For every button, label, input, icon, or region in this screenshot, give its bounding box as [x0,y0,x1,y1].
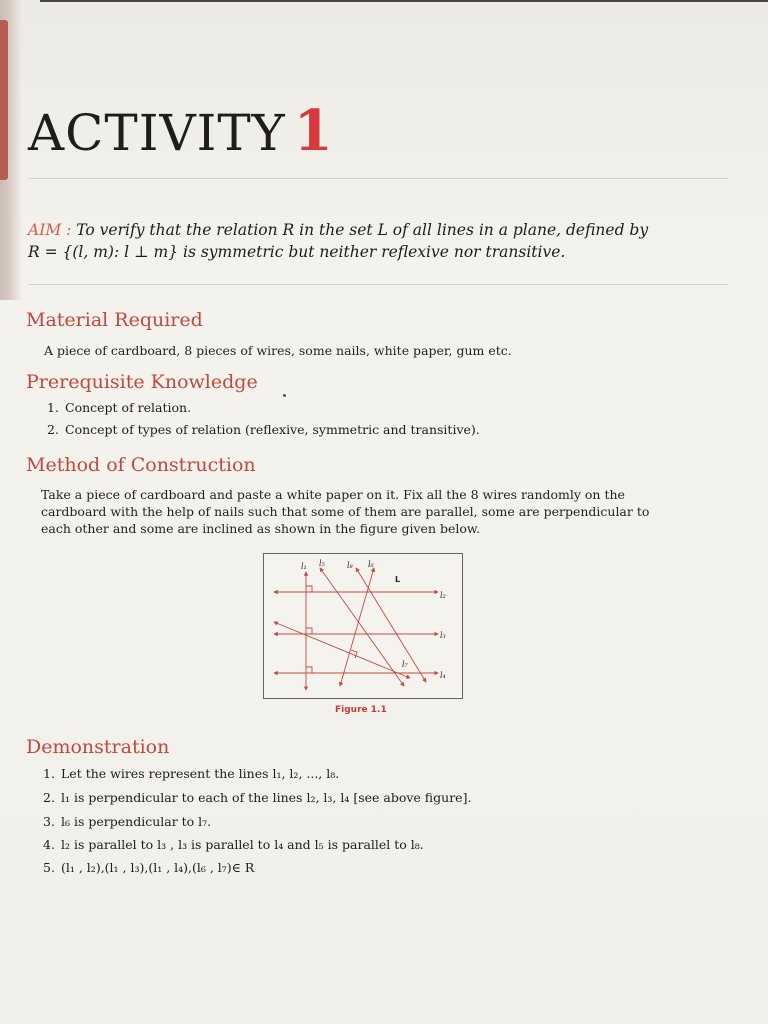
top-border [40,0,768,2]
aim-divider [28,284,728,285]
demonstration-heading: Demonstration [26,736,170,758]
activity-title-word: ACTIVITY [28,104,286,162]
demonstration-item-number: 1. [43,766,55,781]
demonstration-item [43,813,211,830]
right-angle-mark [306,628,312,634]
demonstration-item-text: l₆ is perpendicular to l₇. [61,814,212,829]
label-l3: l₃ [440,631,446,640]
method-line-2: cardboard with the help of nails such that some of them are parallel, some are perpendicular to [41,504,650,519]
figure-1-1 [263,553,463,699]
aim-line-2: R = {(l, m): l ⊥ m} is symmetric but neither reflexive nor transitive. [28,243,566,261]
aim-label: AIM : [28,221,72,239]
page-edge-marker [0,20,8,180]
label-L: L [395,575,401,584]
right-angle-mark [306,667,312,673]
label-l4: l₄ [440,671,446,680]
line-l7 [274,622,410,678]
prerequisite-item [47,399,191,416]
stray-mark [283,394,286,397]
line-l5 [320,568,404,686]
prerequisite-item-text: Concept of types of relation (reflexive, symmetric and transitive). [65,422,480,437]
demonstration-item [43,836,424,853]
label-l8: l₈ [347,561,353,570]
figure-caption: Figure 1.1 [335,705,387,715]
aim-block [28,219,688,263]
demonstration-item-number: 2. [43,790,55,805]
demonstration-item-text: Let the wires represent the lines l₁, l₂, ..., l₈. [61,766,340,781]
demonstration-item-text: (l₁ , l₂),(l₁ , l₃),(l₁ , l₄),(l₆ , l₇)∈ R [61,860,255,875]
demonstration-item [43,859,254,876]
demonstration-item-text: l₂ is parallel to l₃ , l₃ is parallel to l₄ and l₅ is parallel to l₈. [61,837,424,852]
demonstration-item [43,789,471,806]
prerequisite-item-number: 1. [47,400,59,415]
demonstration-item-number: 4. [43,837,55,852]
demonstration-item [43,765,339,782]
label-l7: l₇ [402,660,408,669]
label-l6: l₆ [368,560,374,569]
method-line-3: each other and some are inclined as shown in the figure given below. [41,521,481,536]
activity-title [28,100,334,164]
prerequisite-heading: Prerequisite Knowledge [26,371,258,393]
label-l5: l₅ [319,559,325,568]
method-text [41,486,649,537]
title-divider [28,178,728,179]
demonstration-item-number: 5. [43,860,55,875]
line-l8 [356,568,426,682]
method-line-1: Take a piece of cardboard and paste a white paper on it. Fix all the 8 wires randomly on the [41,487,625,502]
method-heading: Method of Construction [26,454,256,476]
prerequisite-item-text: Concept of relation. [65,400,192,415]
prerequisite-item [47,421,480,438]
material-text: A piece of cardboard, 8 pieces of wires, some nails, white paper, gum etc. [44,343,512,358]
label-l1: l₁ [301,562,307,571]
activity-number: 1 [293,98,334,164]
material-heading: Material Required [26,309,203,331]
prerequisite-item-number: 2. [47,422,59,437]
demonstration-item-text: l₁ is perpendicular to each of the lines l₂, l₃, l₄ [see above figure]. [61,790,472,805]
right-angle-mark [306,586,312,592]
label-l2: l₂ [440,591,446,600]
aim-line-1: To verify that the relation R in the set L of all lines in a plane, defined by [76,221,649,239]
demonstration-item-number: 3. [43,814,55,829]
lines-diagram [264,554,462,698]
line-l6 [340,568,374,686]
